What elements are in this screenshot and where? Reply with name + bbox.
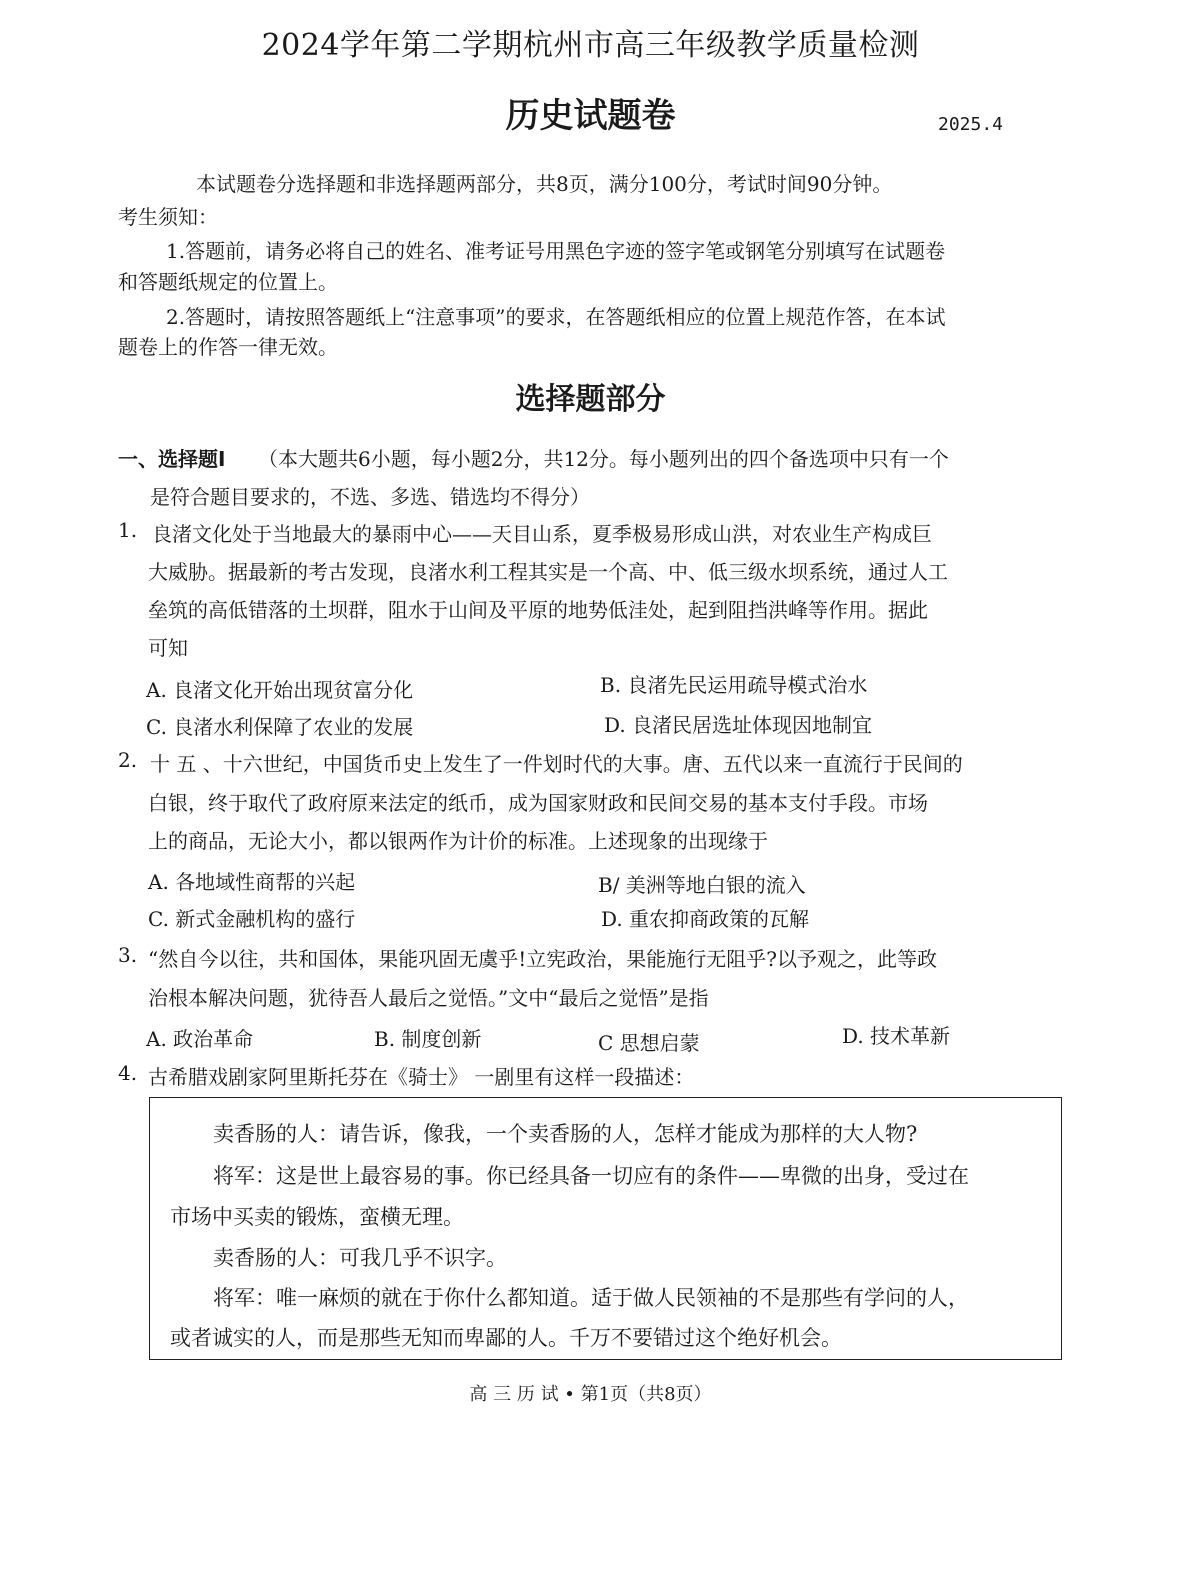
quote-line: 卖香肠的人：请告诉，像我，一个卖香肠的人，怎样才能成为那样的大人物? bbox=[213, 1122, 918, 1146]
question-1-line-4: 可知 bbox=[148, 636, 188, 660]
question-4-line-1: 古希腊戏剧家阿里斯托芬在《骑士》 一剧里有这样一段描述： bbox=[148, 1065, 695, 1089]
question-1-line-2: 大威胁。据最新的考古发现，良渚水利工程其实是一个高、中、低三级水坝系统，通过人工 bbox=[148, 560, 948, 584]
option-d: D. 技术革新 bbox=[842, 1024, 951, 1048]
question-number: 2. bbox=[118, 748, 138, 772]
part-description-line-2: 是符合题目要求的，不选、多选、错选均不得分） bbox=[150, 485, 590, 509]
question-number: 3. bbox=[118, 943, 138, 967]
notice-heading: 考生须知： bbox=[118, 205, 218, 229]
quote-line: 将军：唯一麻烦的就在于你什么都知道。适于做人民领袖的不是那些有学问的人， bbox=[213, 1286, 969, 1310]
quote-line: 或者诚实的人，而是那些无知而卑鄙的人。千万不要错过这个绝好机会。 bbox=[170, 1326, 842, 1350]
quote-line: 市场中买卖的锻炼，蛮横无理。 bbox=[170, 1205, 464, 1229]
exam-summary: 本试题卷分选择题和非选择题两部分，共8页，满分100分，考试时间90分钟。 bbox=[196, 172, 893, 196]
question-2-line-1: 十 五 、十六世纪，中国货币史上发生了一件划时代的大事。唐、五代以来一直流行于民间的 bbox=[150, 752, 963, 776]
option-a: A. 政治革命 bbox=[146, 1027, 254, 1051]
option-c: C. 新式金融机构的盛行 bbox=[148, 907, 356, 931]
question-3-line-2: 治根本解决问题，犹待吾人最后之觉悟。”文中“最后之觉悟”是指 bbox=[148, 986, 709, 1010]
section-title: 选择题部分 bbox=[515, 382, 666, 417]
option-b: B/ 美洲等地白银的流入 bbox=[598, 873, 806, 897]
subject-title: 历史试题卷 bbox=[505, 96, 676, 136]
option-c: C. 良渚水利保障了农业的发展 bbox=[146, 715, 414, 739]
option-b: B. 制度创新 bbox=[374, 1027, 482, 1051]
question-number: 1. bbox=[118, 518, 138, 542]
option-b: B. 良渚先民运用疏导模式治水 bbox=[600, 673, 868, 697]
option-d: D. 良渚民居选址体现因地制宜 bbox=[604, 713, 873, 737]
notice-item-1-line-2: 和答题纸规定的位置上。 bbox=[118, 270, 338, 294]
question-3-line-1: “然自今以往，共和国体，果能巩固无虞乎!立宪政治，果能施行无阻乎?以予观之，此等政 bbox=[148, 947, 937, 971]
notice-item-2-line-2: 题卷上的作答一律无效。 bbox=[118, 335, 338, 359]
question-2-line-2: 白银，终于取代了政府原来法定的纸币，成为国家财政和民间交易的基本支付手段。市场 bbox=[148, 791, 928, 815]
question-number: 4. bbox=[118, 1061, 138, 1085]
question-2-line-3: 上的商品，无论大小，都以银两作为计价的标准。上述现象的出现缘于 bbox=[148, 829, 768, 853]
quote-line: 卖香肠的人：可我几乎不识字。 bbox=[213, 1246, 507, 1270]
exam-title: 2024学年第二学期杭州市高三年级教学质量检测 bbox=[261, 28, 920, 63]
option-a: A. 良渚文化开始出现贫富分化 bbox=[146, 678, 414, 702]
part-label: 一、选择题I bbox=[118, 447, 226, 471]
question-1-line-3: 垒筑的高低错落的土坝群，阻水于山间及平原的地势低洼处，起到阻挡洪峰等作用。据此 bbox=[148, 598, 928, 622]
option-c: C 思想启蒙 bbox=[598, 1031, 700, 1055]
notice-item-1-line-1: 1.答题前，请务必将自己的姓名、准考证号用黑色字迹的签字笔或钢笔分别填写在试题卷 bbox=[166, 239, 946, 263]
question-1-line-1: 良渚文化处于当地最大的暴雨中心——天目山系，夏季极易形成山洪，对农业生产构成巨 bbox=[152, 522, 932, 546]
exam-date: 2025.4 bbox=[938, 114, 1004, 135]
quote-line: 将军：这是世上最容易的事。你已经具备一切应有的条件——卑微的出身，受过在 bbox=[213, 1164, 969, 1188]
page-footer: 高 三 历 试 • 第1页（共8页） bbox=[469, 1384, 712, 1405]
notice-item-2-line-1: 2.答题时，请按照答题纸上“注意事项”的要求，在答题纸相应的位置上规范作答，在本试 bbox=[166, 305, 946, 329]
part-description-line-1: （本大题共6小题，每小题2分，共12分。每小题列出的四个备选项中只有一个 bbox=[258, 447, 949, 471]
option-d: D. 重农抑商政策的瓦解 bbox=[601, 907, 810, 931]
option-a: A. 各地域性商帮的兴起 bbox=[148, 870, 356, 894]
